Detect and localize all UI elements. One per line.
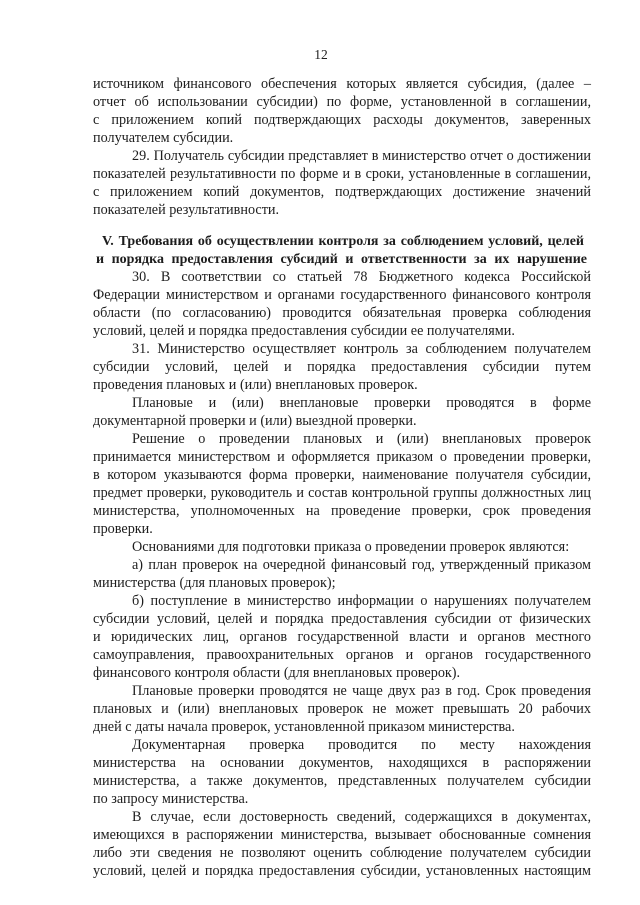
section-heading-line: V. Требования об осуществлении контроля за соблюдением условий, целей: [102, 234, 584, 249]
text-line: Документарная проверка проводится по месту нахождения: [132, 737, 591, 753]
text-line: отчет об использовании субсидии) по форме, установленной в соглашении,: [93, 94, 591, 110]
text-line: Плановые проверки проводятся не чаще двух раз в год. Срок проведения: [132, 683, 591, 699]
text-line: предмет проверки, руководитель и состав контрольной группы должностных лиц: [93, 485, 591, 501]
text-line: Основаниями для подготовки приказа о проведении проверок являются:: [132, 539, 570, 555]
text-line: с приложением копий подтверждающих расходы документов, заверенных: [93, 112, 591, 128]
text-line: условий, целей и порядка предоставления субсидии ее получателями.: [93, 323, 515, 339]
text-line: и юридических лиц, органов государственной власти и органов местного: [93, 629, 591, 645]
text-line: министерства, уполномоченных на проведение проверки, срок проведения: [93, 503, 591, 519]
text-line: в котором указываются форма проверки, наименование получателя субсидии,: [93, 467, 591, 483]
text-line: Федерации министерством и органами государственного финансового контроля: [93, 287, 591, 303]
text-line: области (по согласованию) проводится обязательная проверка соблюдения: [93, 305, 591, 321]
text-line: 30. В соответствии со статьей 78 Бюджетного кодекса Российской: [132, 269, 591, 285]
text-line: Плановые и (или) внеплановые проверки проводятся в форме: [132, 395, 591, 411]
text-line: субсидии условий, целей и порядка предоставления субсидии от физических: [93, 611, 591, 627]
text-line: получателем субсидии.: [93, 130, 234, 146]
text-line: а) план проверок на очередной финансовый год, утвержденный приказом: [132, 557, 591, 573]
text-line: 29. Получатель субсидии представляет в министерство отчет о достижении: [132, 148, 591, 164]
text-line: б) поступление в министерство информации о нарушениях получателем: [132, 593, 591, 609]
text-line: министерства на основании документов, находящихся в распоряжении: [93, 755, 591, 771]
text-line: либо эти сведения не позволяют оценить соблюдение получателем субсидии: [93, 845, 591, 861]
section-heading-line: и порядка предоставления субсидий и ответственности за их нарушение: [96, 252, 587, 267]
text-line: финансового контроля области (для внеплановых проверок).: [93, 665, 461, 681]
text-line: проведения плановых и (или) внеплановых проверок.: [93, 377, 418, 393]
text-line: субсидии условий, целей и порядка предоставления субсидии путем: [93, 359, 591, 375]
text-line: показателей результативности.: [93, 202, 280, 218]
text-line: принимается министерством и оформляется приказом о проведении проверки,: [93, 449, 591, 465]
text-line: министерства, а также документов, представленных получателем субсидии: [93, 773, 591, 789]
text-line: с приложением копий документов, подтверждающих достижение значений: [93, 184, 591, 200]
text-line: показателей результативности по форме и в сроки, установленные в соглашении,: [93, 166, 591, 182]
text-line: 31. Министерство осуществляет контроль за соблюдением получателем: [132, 341, 591, 357]
text-line: имеющихся в распоряжении министерства, вызывает обоснованные сомнения: [93, 827, 591, 843]
text-line: плановых и (или) внеплановых проверок не может превышать 20 рабочих: [93, 701, 591, 717]
text-line: самоуправления, правоохранительных органов и органов государственного: [93, 647, 591, 663]
text-line: В случае, если достоверность сведений, содержащихся в документах,: [132, 809, 591, 825]
text-line: по запросу министерства.: [93, 791, 249, 807]
text-line: условий, целей и порядка предоставления субсидии, установленных настоящим: [93, 863, 591, 879]
text-line: проверки.: [93, 521, 153, 537]
text-line: документарной проверки и (или) выездной проверки.: [93, 413, 417, 429]
text-line: министерства (для плановых проверок);: [93, 575, 336, 591]
text-line: дней с даты начала проверок, установленной приказом министерства.: [93, 719, 515, 735]
text-line: источником финансового обеспечения которых является субсидия, (далее –: [93, 76, 591, 92]
page-number: 12: [314, 47, 328, 62]
text-line: Решение о проведении плановых и (или) внеплановых проверок: [132, 431, 591, 447]
